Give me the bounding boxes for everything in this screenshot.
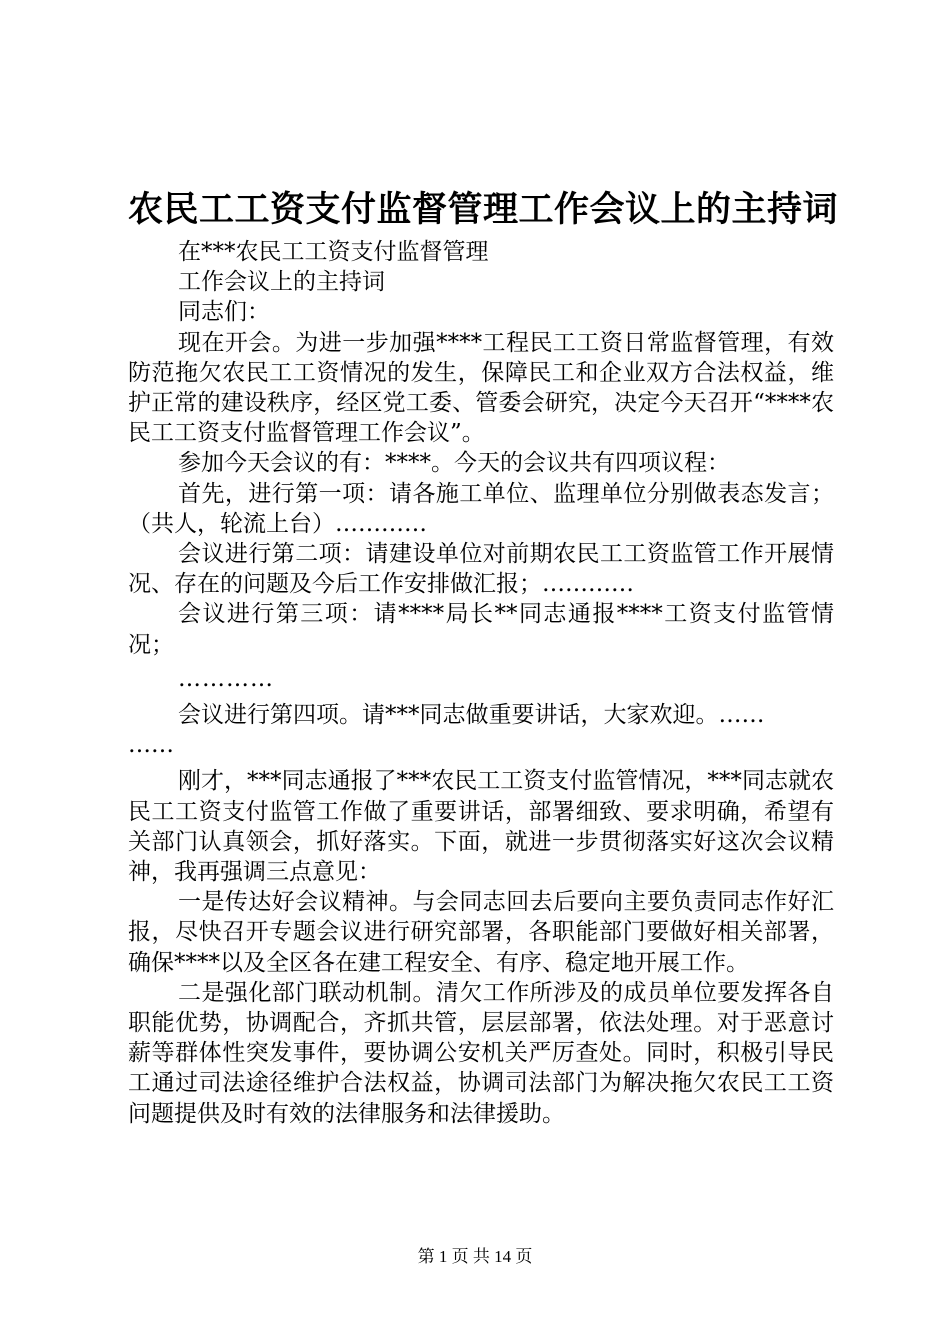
paragraph-ellipsis-2: …… bbox=[128, 732, 174, 759]
paragraph-point-2: 二是强化部门联动机制。清欠工作所涉及的成员单位要发挥各自职能优势，协调配合，齐抓共管，层层部署，依法处理。对于恶意讨薪等群体性突发事件，要协调公安机关严厉查处。同时，积极引导民工通过司法途径维护合法权益，协调司法部门为解决拖欠农民工工资问题提供及时有效的法律服务和法律援助。 bbox=[128, 979, 834, 1127]
paragraph-agenda-item-4: 会议进行第四项。请***同志做重要讲话，大家欢迎。…… bbox=[178, 702, 765, 729]
paragraph-point-1: 一是传达好会议精神。与会同志回去后要向主要负责同志作好汇报，尽快召开专题会议进行研究部署，各职能部门要做好相关部署，确保****以及全区各在建工程安全、有序、稳定地开展工作。 bbox=[128, 889, 834, 976]
paragraph-heading-line-1: 在***农民工工资支付监督管理 bbox=[178, 239, 489, 265]
paragraph-agenda-item-3: 会议进行第三项：请****局长**同志通报****工资支付监管情况； bbox=[128, 601, 834, 658]
page-number-footer: 第 1 页 共 14 页 bbox=[417, 1247, 533, 1266]
paragraph-heading-line-2: 工作会议上的主持词 bbox=[178, 269, 385, 296]
document-body bbox=[128, 237, 834, 1129]
paragraph-attendees: 参加今天会议的有：****。今天的会议共有四项议程： bbox=[178, 450, 730, 477]
paragraph-summary: 刚才，***同志通报了***农民工工资支付监管情况，***同志就农民工工资支付监管工作做了重要讲话，部署细致、要求明确，希望有关部门认真领会，抓好落实。下面，就进一步贯彻落实好这次会议精神，我再强调三点意见： bbox=[128, 768, 834, 886]
paragraph-salutation: 同志们： bbox=[178, 299, 270, 326]
paragraph-agenda-item-1: 首先，进行第一项：请各施工单位、监理单位分别做表态发言；（共人，轮流上台）………… bbox=[128, 480, 834, 537]
paragraph-opening: 现在开会。为进一步加强****工程民工工资日常监督管理，有效防范拖欠农民工工资情况的发生，保障民工和企业双方合法权益，维护正常的建设秩序，经区党工委、管委会研究，决定今天召开“****农民工工资支付监督管理工作会议”。 bbox=[128, 329, 834, 447]
paragraph-ellipsis: ………… bbox=[178, 665, 274, 692]
paragraph-agenda-item-2: 会议进行第二项：请建设单位对前期农民工工资监管工作开展情况、存在的问题及今后工作安排做汇报；………… bbox=[128, 541, 834, 598]
document-title: 农民工工资支付监督管理工作会议上的主持词 bbox=[128, 189, 839, 230]
